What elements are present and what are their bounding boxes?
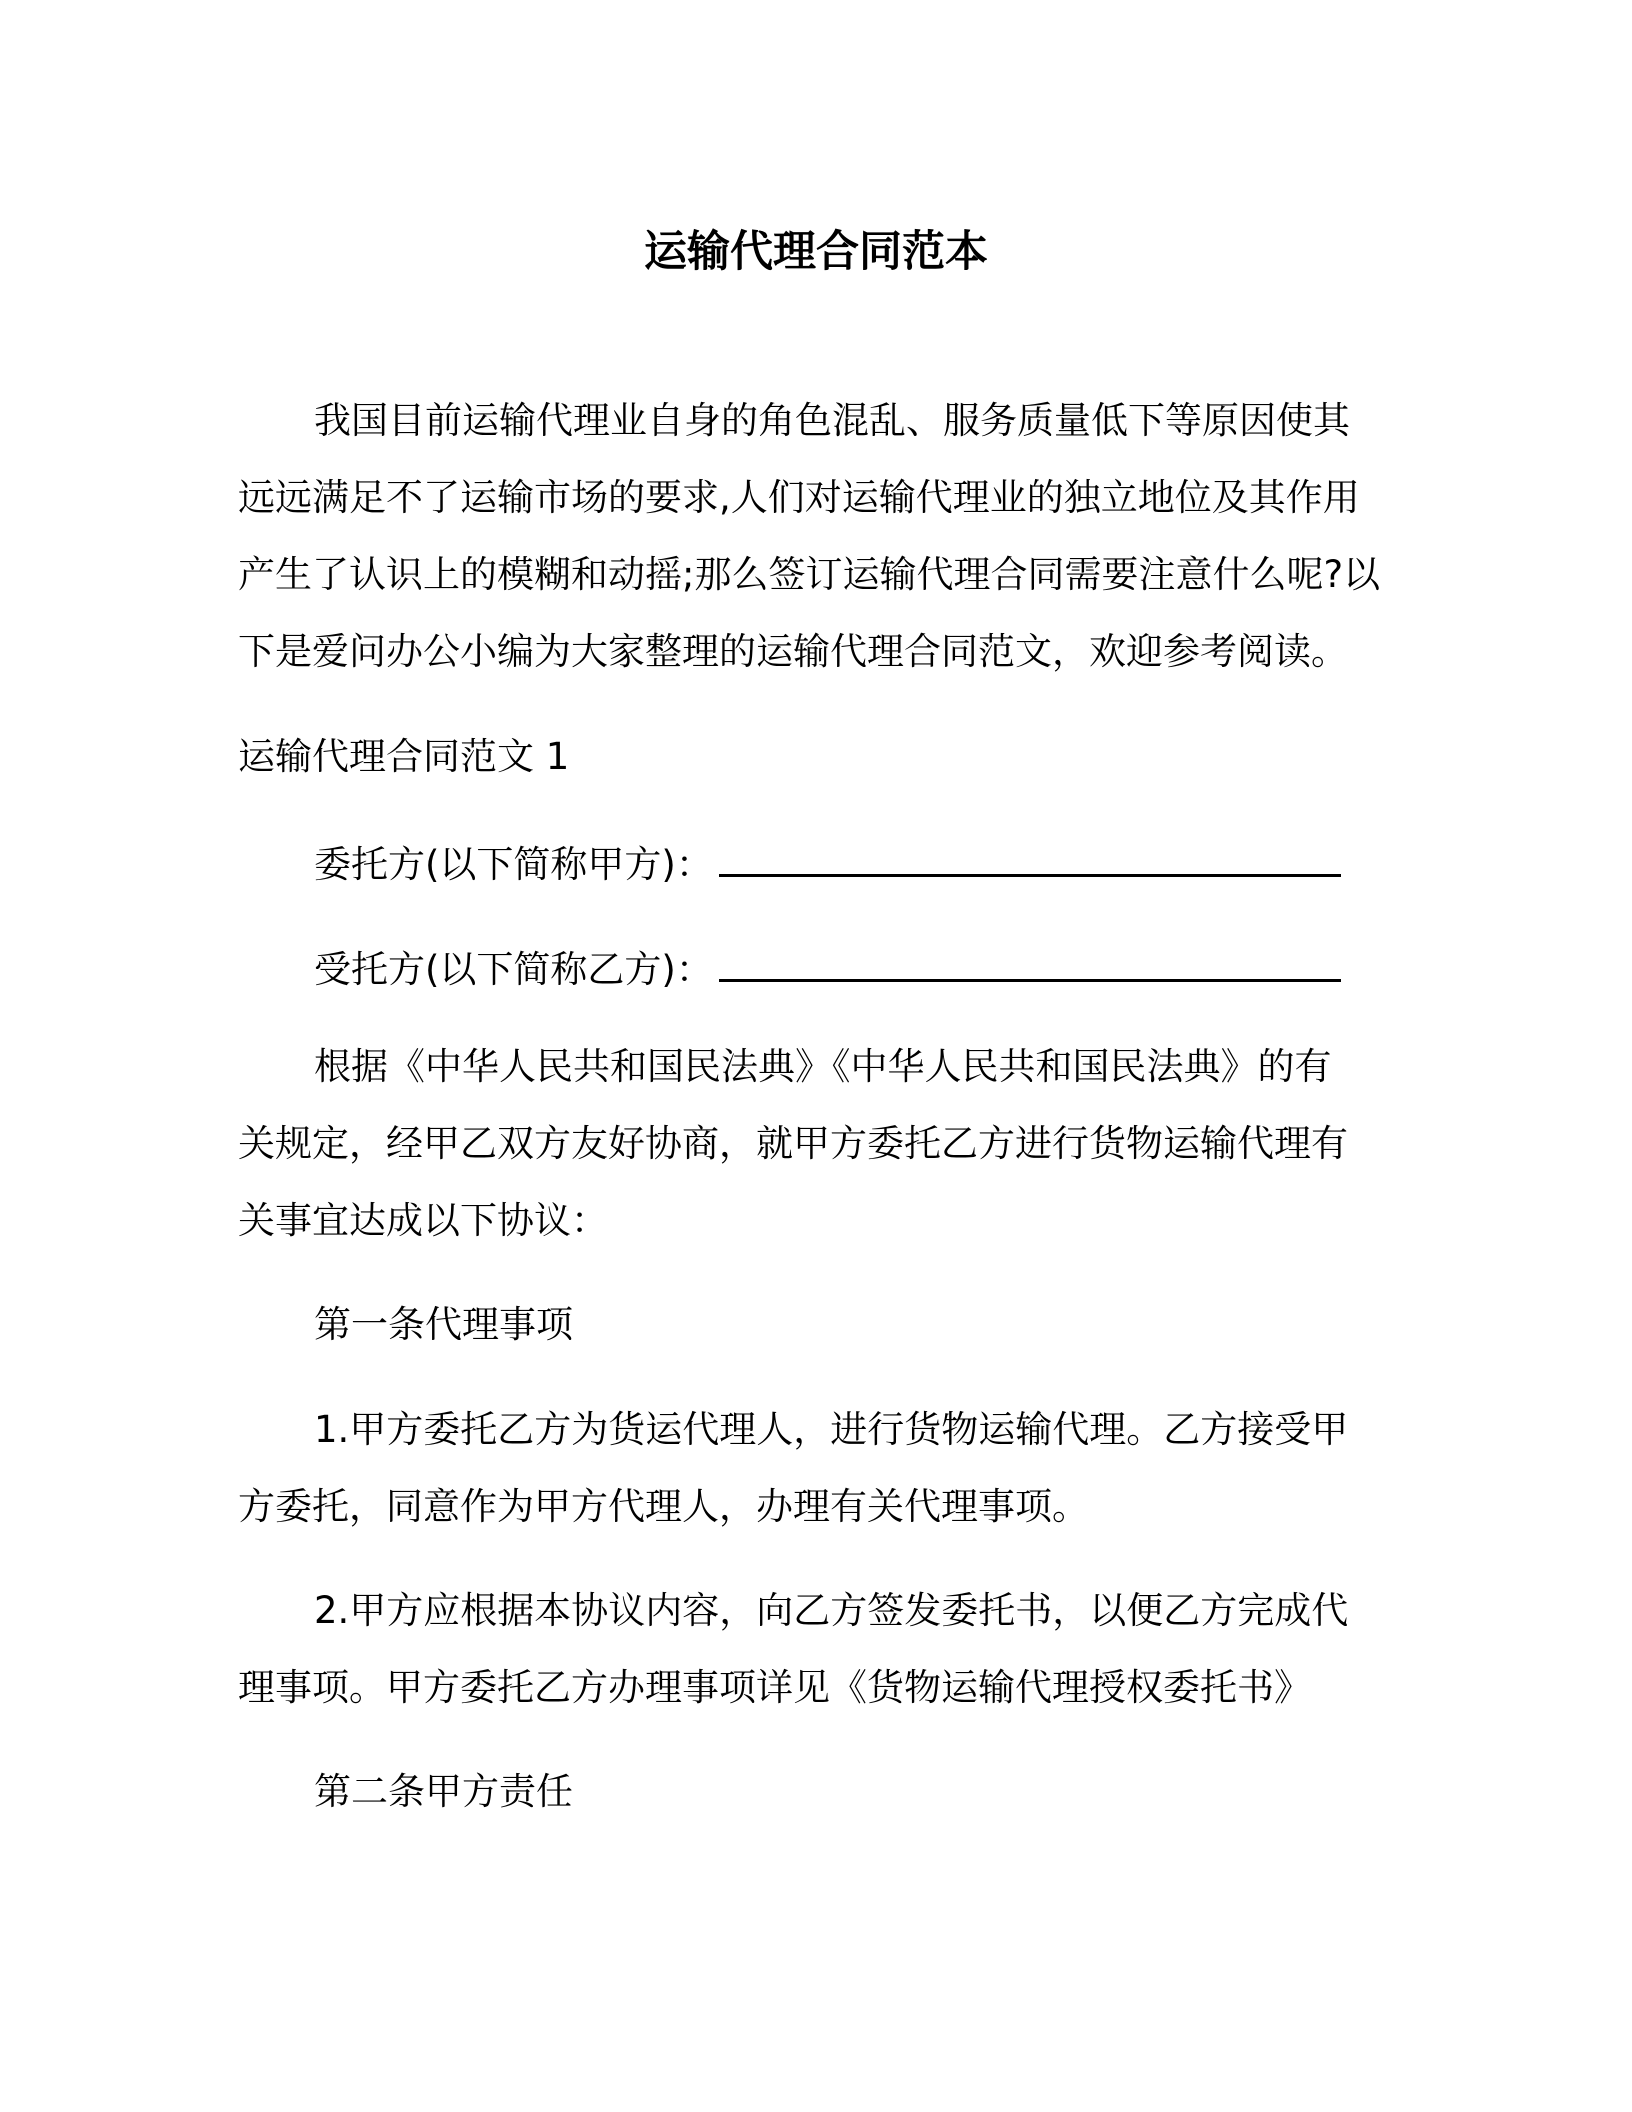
preamble-line-1: 根据《中华人民共和国民法典》《中华人民共和国民法典》的有 [314,1045,1332,1088]
item-1-line-2: 方委托，同意作为甲方代理人，办理有关代理事项。 [238,1485,1089,1528]
section-title: 运输代理合同范文 1 [238,735,570,778]
intro-line-1: 我国目前运输代理业自身的角色混乱、服务质量低下等原因使其 [314,399,1350,442]
article-2-title: 第二条甲方责任 [314,1770,573,1813]
party-a-row [314,840,1341,890]
item-2-line-2: 理事项。甲方委托乙方办理事项详见《货物运输代理授权委托书》 [238,1666,1311,1709]
item-2-line-1: 2.甲方应根据本协议内容，向乙方签发委托书，以便乙方完成代 [314,1589,1349,1632]
intro-line-4: 下是爱问办公小编为大家整理的运输代理合同范文，欢迎参考阅读。 [238,630,1348,673]
party-b-row [314,945,1341,995]
party-a-blank [719,840,1341,877]
intro-line-3: 产生了认识上的模糊和动摇;那么签订运输代理合同需要注意什么呢?以 [238,553,1381,596]
item-1-line-1: 1.甲方委托乙方为货运代理人，进行货物运输代理。乙方接受甲 [314,1408,1349,1451]
party-b-label: 受托方(以下简称乙方)： [314,948,713,991]
preamble-line-3: 关事宜达成以下协议： [238,1199,608,1242]
party-a-label: 委托方(以下简称甲方)： [314,843,713,886]
intro-line-2: 远远满足不了运输市场的要求,人们对运输代理业的独立地位及其作用 [238,476,1360,519]
preamble-line-2: 关规定，经甲乙双方友好协商，就甲方委托乙方进行货物运输代理有 [238,1122,1348,1165]
article-1-title: 第一条代理事项 [314,1303,573,1346]
document-title: 运输代理合同范本 [644,227,988,277]
party-b-blank [719,945,1341,982]
